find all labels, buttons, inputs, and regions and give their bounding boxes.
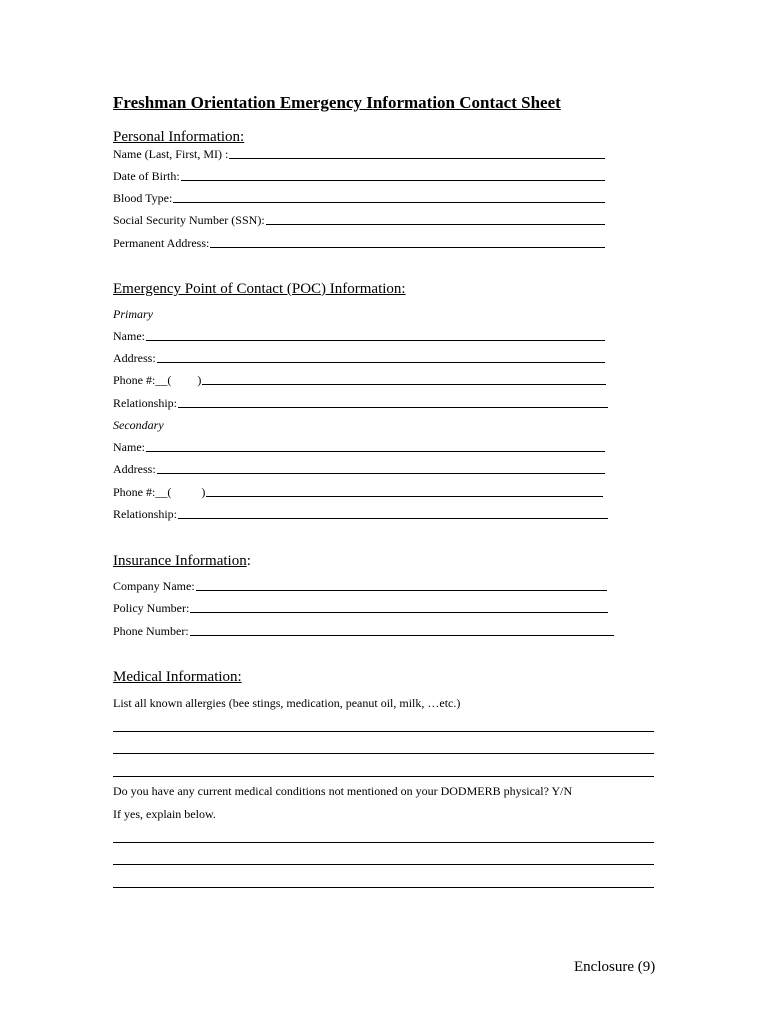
page-title: Freshman Orientation Emergency Information Contact Sheet: [113, 93, 561, 112]
allergies-prompt: List all known allergies (bee stings, medication, peanut oil, milk, …etc.): [113, 696, 461, 710]
field-blank-line[interactable]: [157, 473, 605, 474]
explain-line-1[interactable]: [113, 842, 654, 843]
field-permanent-address[interactable]: [113, 235, 605, 251]
explain-prompt: If yes, explain below.: [113, 807, 216, 821]
section-heading-insurance: [113, 553, 251, 570]
field-label: Address:: [113, 462, 156, 476]
field-label: Company Name:: [113, 579, 195, 593]
primary-label: Primary: [113, 307, 153, 321]
field-label: Phone Number:: [113, 624, 189, 638]
field-label: Name (Last, First, MI) :: [113, 147, 229, 161]
field-blank-line[interactable]: [181, 180, 605, 181]
conditions-prompt: Do you have any current medical conditions not mentioned on your DODMERB physical? Y/N: [113, 784, 573, 798]
section-heading-personal: [113, 129, 244, 146]
insurance-heading-colon: :: [246, 553, 251, 569]
field-secondary-phone[interactable]: [113, 484, 603, 500]
phone-prefix: Phone #:__(: [113, 485, 172, 499]
field-company-name[interactable]: [113, 578, 607, 594]
field-label: Name:: [113, 440, 145, 454]
field-blank-line[interactable]: [173, 202, 605, 203]
field-label: Social Security Number (SSN):: [113, 213, 265, 227]
field-date-of-birth[interactable]: [113, 168, 605, 184]
secondary-label: Secondary: [113, 418, 164, 432]
field-blank-line[interactable]: [190, 635, 614, 636]
field-blank-line[interactable]: [178, 518, 608, 519]
field-secondary-address[interactable]: [113, 461, 605, 477]
field-blank-line[interactable]: [157, 362, 605, 363]
medical-heading-text: Medical Information:: [113, 669, 242, 685]
field-blank-line[interactable]: [178, 407, 608, 408]
field-label: Relationship:: [113, 507, 177, 521]
enclosure-label: Enclosure (9): [574, 959, 656, 975]
allergies-line-2[interactable]: [113, 753, 654, 754]
field-blank-line[interactable]: [190, 612, 608, 613]
phone-close-paren: ): [201, 485, 206, 499]
explain-line-3[interactable]: [113, 887, 654, 888]
field-label: Policy Number:: [113, 601, 190, 615]
field-primary-phone[interactable]: [113, 372, 606, 388]
field-primary-address[interactable]: [113, 350, 605, 366]
field-label: Name:: [113, 329, 145, 343]
field-secondary-name[interactable]: [113, 439, 605, 455]
field-label: Date of Birth:: [113, 169, 180, 183]
field-insurance-phone[interactable]: [113, 623, 614, 639]
insurance-heading-text: Insurance Information: [113, 553, 247, 569]
field-primary-relationship[interactable]: [113, 395, 608, 411]
field-blank-line[interactable]: [146, 451, 605, 452]
section-heading-emergency: [113, 281, 406, 298]
field-ssn[interactable]: [113, 212, 605, 228]
field-blank-line[interactable]: [206, 496, 603, 497]
field-blank-line[interactable]: [266, 224, 605, 225]
phone-close-paren: ): [197, 373, 202, 387]
field-label: Relationship:: [113, 396, 177, 410]
field-secondary-relationship[interactable]: [113, 506, 608, 522]
field-label: Blood Type:: [113, 191, 173, 205]
field-name[interactable]: [113, 146, 605, 162]
phone-prefix: Phone #:__(: [113, 373, 172, 387]
field-blank-line[interactable]: [202, 384, 606, 385]
section-heading-medical: [113, 669, 242, 686]
personal-heading-text: Personal Information:: [113, 129, 245, 145]
emergency-heading-text: Emergency Point of Contact (POC) Information:: [113, 281, 406, 297]
field-blank-line[interactable]: [146, 340, 605, 341]
explain-line-2[interactable]: [113, 864, 654, 865]
field-label: Address:: [113, 351, 156, 365]
field-blank-line[interactable]: [229, 158, 605, 159]
field-blank-line[interactable]: [210, 247, 605, 248]
field-blood-type[interactable]: [113, 190, 605, 206]
field-label: Permanent Address:: [113, 236, 210, 250]
allergies-line-1[interactable]: [113, 731, 654, 732]
field-primary-name[interactable]: [113, 328, 605, 344]
allergies-line-3[interactable]: [113, 776, 654, 777]
field-policy-number[interactable]: [113, 600, 608, 616]
field-blank-line[interactable]: [196, 590, 607, 591]
